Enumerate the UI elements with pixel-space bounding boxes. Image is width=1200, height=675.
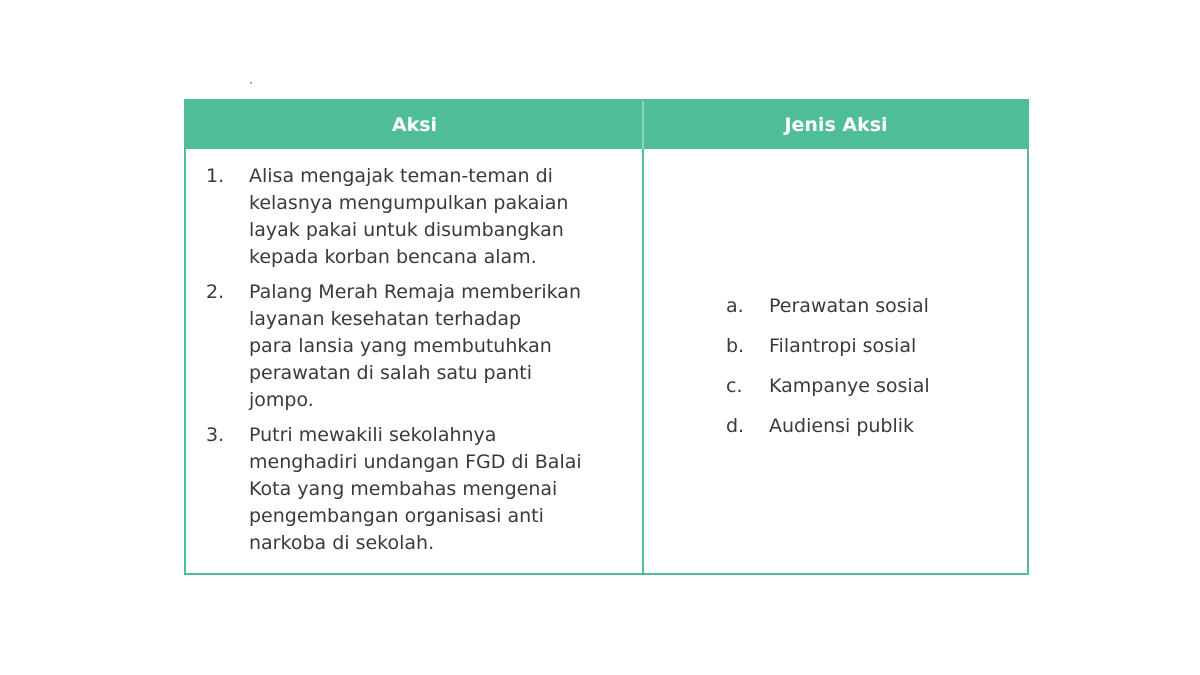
action-text: Palang Merah Remaja memberikan layanan kesehatan terhadap para lansia yang membutuhkan perawatan di salah satu panti jompo. — [249, 281, 581, 411]
type-letter: b. — [726, 335, 745, 357]
type-item-a — [726, 291, 930, 331]
type-letter: c. — [726, 375, 743, 397]
action-item-2 — [206, 279, 626, 414]
type-letter: a. — [726, 295, 744, 317]
matching-table — [184, 99, 1029, 575]
action-number: 1. — [206, 165, 225, 187]
actions-list — [206, 163, 626, 565]
table-header — [186, 101, 1027, 149]
action-number: 3. — [206, 424, 225, 446]
action-text: Alisa mengajak teman-teman di kelasnya mengumpulkan pakaian layak pakai untuk disumbangkan kepada korban bencana alam. — [249, 165, 569, 268]
type-label: Audiensi publik — [769, 415, 915, 437]
action-item-1 — [206, 163, 626, 271]
action-item-3 — [206, 422, 626, 557]
action-types-list — [726, 291, 930, 451]
header-jenis-aksi: Jenis Aksi — [784, 114, 888, 136]
column-divider — [642, 101, 644, 573]
action-number: 2. — [206, 281, 225, 303]
type-item-b — [726, 331, 930, 371]
type-label: Filantropi sosial — [769, 335, 917, 357]
stray-dot: · — [249, 76, 253, 90]
type-label: Perawatan sosial — [769, 295, 929, 317]
type-item-d — [726, 411, 930, 451]
header-aksi: Aksi — [391, 114, 438, 136]
type-label: Kampanye sosial — [769, 375, 930, 397]
type-letter: d. — [726, 415, 745, 437]
action-text: Putri mewakili sekolahnya menghadiri undangan FGD di Balai Kota yang membahas mengenai pengembangan organisasi anti narkoba di sekolah. — [249, 424, 582, 554]
type-item-c — [726, 371, 930, 411]
header-column-divider — [642, 101, 644, 149]
